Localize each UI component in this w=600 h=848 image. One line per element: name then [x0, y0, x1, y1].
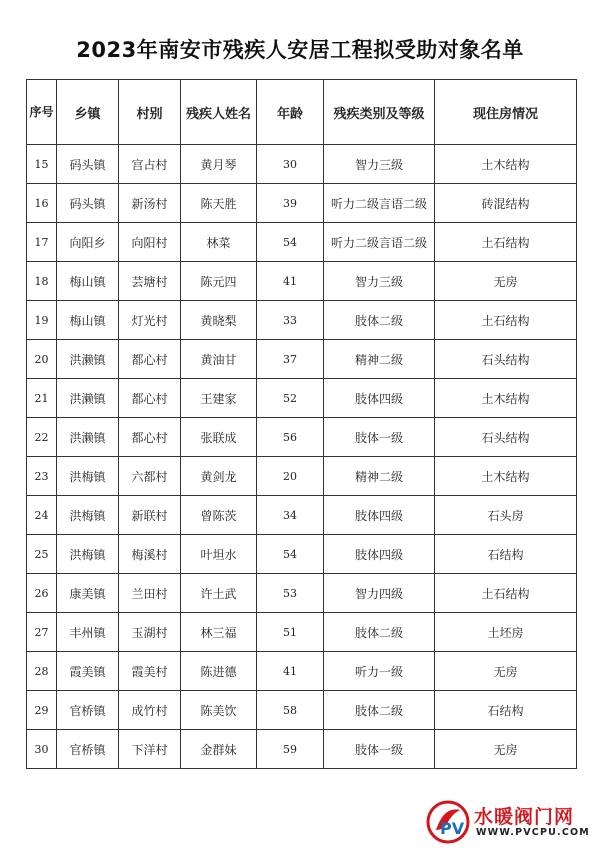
watermark-url: WWW.PVCPU.COM [476, 827, 590, 838]
cell-index: 15 [27, 145, 57, 184]
cell-age: 59 [257, 730, 324, 769]
header-village: 村别 [119, 80, 181, 145]
cell-age: 51 [257, 613, 324, 652]
cell-disability: 听力一级 [324, 652, 435, 691]
cell-name: 曾陈茨 [181, 496, 257, 535]
table-row [27, 340, 577, 379]
header-housing: 现住房情况 [435, 80, 577, 145]
cell-disability: 肢体二级 [324, 613, 435, 652]
cell-town: 洪梅镇 [57, 496, 119, 535]
cell-age: 30 [257, 145, 324, 184]
cell-housing: 土木结构 [435, 457, 577, 496]
table-row [27, 574, 577, 613]
cell-index: 16 [27, 184, 57, 223]
cell-name: 黄晓梨 [181, 301, 257, 340]
cell-village: 向阳村 [119, 223, 181, 262]
cell-housing: 土石结构 [435, 574, 577, 613]
cell-disability: 精神二级 [324, 340, 435, 379]
cell-housing: 石结构 [435, 691, 577, 730]
header-index: 序号 [27, 80, 57, 145]
cell-town: 梅山镇 [57, 262, 119, 301]
cell-index: 17 [27, 223, 57, 262]
cell-disability: 肢体四级 [324, 496, 435, 535]
cell-age: 41 [257, 262, 324, 301]
cell-housing: 土木结构 [435, 379, 577, 418]
cell-name: 许土武 [181, 574, 257, 613]
table-row [27, 262, 577, 301]
cell-age: 20 [257, 457, 324, 496]
cell-village: 六都村 [119, 457, 181, 496]
cell-index: 22 [27, 418, 57, 457]
cell-town: 康美镇 [57, 574, 119, 613]
cell-housing: 土木结构 [435, 145, 577, 184]
site-watermark [426, 800, 596, 844]
cell-name: 林三福 [181, 613, 257, 652]
cell-disability: 精神二级 [324, 457, 435, 496]
cell-disability: 肢体四级 [324, 535, 435, 574]
table-row [27, 184, 577, 223]
cell-index: 27 [27, 613, 57, 652]
cell-index: 30 [27, 730, 57, 769]
cell-name: 陈天胜 [181, 184, 257, 223]
cell-housing: 石头结构 [435, 418, 577, 457]
header-disability: 残疾类别及等级 [324, 80, 435, 145]
cell-town: 官桥镇 [57, 691, 119, 730]
cell-index: 23 [27, 457, 57, 496]
cell-age: 39 [257, 184, 324, 223]
cell-village: 下洋村 [119, 730, 181, 769]
watermark-site-name: 水暖阀门网 [474, 806, 575, 828]
cell-name: 黄油甘 [181, 340, 257, 379]
svg-text:PV: PV [440, 819, 465, 838]
header-town: 乡镇 [57, 80, 119, 145]
cell-index: 26 [27, 574, 57, 613]
cell-town: 官桥镇 [57, 730, 119, 769]
table-row [27, 418, 577, 457]
cell-village: 灯光村 [119, 301, 181, 340]
cell-town: 洪梅镇 [57, 457, 119, 496]
cell-index: 18 [27, 262, 57, 301]
cell-age: 33 [257, 301, 324, 340]
cell-age: 54 [257, 535, 324, 574]
cell-disability: 听力二级言语二级 [324, 184, 435, 223]
table-row [27, 223, 577, 262]
cell-name: 林菜 [181, 223, 257, 262]
table-row [27, 691, 577, 730]
header-name: 残疾人姓名 [181, 80, 257, 145]
cell-index: 25 [27, 535, 57, 574]
table-row [27, 379, 577, 418]
cell-name: 王建家 [181, 379, 257, 418]
cell-town: 洪濑镇 [57, 340, 119, 379]
cell-name: 陈进德 [181, 652, 257, 691]
cell-housing: 石头房 [435, 496, 577, 535]
cell-village: 宫占村 [119, 145, 181, 184]
cell-village: 霞美村 [119, 652, 181, 691]
cell-housing: 土石结构 [435, 301, 577, 340]
cell-age: 41 [257, 652, 324, 691]
cell-town: 洪濑镇 [57, 379, 119, 418]
cell-village: 都心村 [119, 340, 181, 379]
cell-name: 张联成 [181, 418, 257, 457]
cell-name: 黄剑龙 [181, 457, 257, 496]
cell-index: 20 [27, 340, 57, 379]
table-row [27, 496, 577, 535]
cell-index: 29 [27, 691, 57, 730]
table-row [27, 301, 577, 340]
cell-town: 洪梅镇 [57, 535, 119, 574]
cell-age: 58 [257, 691, 324, 730]
cell-village: 兰田村 [119, 574, 181, 613]
cell-name: 黄月琴 [181, 145, 257, 184]
cell-town: 向阳乡 [57, 223, 119, 262]
cell-age: 54 [257, 223, 324, 262]
cell-age: 56 [257, 418, 324, 457]
cell-town: 码头镇 [57, 184, 119, 223]
cell-town: 梅山镇 [57, 301, 119, 340]
cell-housing: 无房 [435, 652, 577, 691]
document-title: 2023年南安市残疾人安居工程拟受助对象名单 [76, 38, 524, 62]
cell-disability: 肢体一级 [324, 418, 435, 457]
table-body [27, 145, 577, 769]
cell-town: 丰州镇 [57, 613, 119, 652]
cell-village: 新汤村 [119, 184, 181, 223]
cell-housing: 无房 [435, 262, 577, 301]
cell-age: 52 [257, 379, 324, 418]
cell-housing: 土石结构 [435, 223, 577, 262]
cell-village: 成竹村 [119, 691, 181, 730]
cell-village: 都心村 [119, 418, 181, 457]
cell-name: 陈美饮 [181, 691, 257, 730]
cell-disability: 肢体二级 [324, 691, 435, 730]
cell-index: 19 [27, 301, 57, 340]
table-header-row [27, 80, 577, 145]
cell-housing: 无房 [435, 730, 577, 769]
cell-name: 陈元四 [181, 262, 257, 301]
cell-village: 芸塘村 [119, 262, 181, 301]
cell-disability: 肢体二级 [324, 301, 435, 340]
cell-disability: 智力三级 [324, 145, 435, 184]
cell-village: 玉湖村 [119, 613, 181, 652]
cell-town: 霞美镇 [57, 652, 119, 691]
cell-age: 37 [257, 340, 324, 379]
cell-housing: 土坯房 [435, 613, 577, 652]
cell-disability: 肢体四级 [324, 379, 435, 418]
cell-name: 金群妹 [181, 730, 257, 769]
cell-housing: 石结构 [435, 535, 577, 574]
cell-age: 34 [257, 496, 324, 535]
cell-disability: 智力三级 [324, 262, 435, 301]
table-row [27, 535, 577, 574]
cell-housing: 砖混结构 [435, 184, 577, 223]
cell-age: 53 [257, 574, 324, 613]
pv-logo-icon [426, 800, 470, 844]
cell-village: 梅溪村 [119, 535, 181, 574]
cell-name: 叶坦水 [181, 535, 257, 574]
cell-town: 码头镇 [57, 145, 119, 184]
cell-town: 洪濑镇 [57, 418, 119, 457]
cell-index: 28 [27, 652, 57, 691]
cell-index: 21 [27, 379, 57, 418]
cell-disability: 肢体一级 [324, 730, 435, 769]
cell-disability: 智力四级 [324, 574, 435, 613]
cell-village: 都心村 [119, 379, 181, 418]
cell-disability: 听力二级言语二级 [324, 223, 435, 262]
header-age: 年龄 [257, 80, 324, 145]
cell-village: 新联村 [119, 496, 181, 535]
table-row [27, 652, 577, 691]
table-row [27, 145, 577, 184]
cell-index: 24 [27, 496, 57, 535]
cell-housing: 石头结构 [435, 340, 577, 379]
table-row [27, 730, 577, 769]
beneficiary-table [26, 79, 577, 769]
table-row [27, 457, 577, 496]
table-row [27, 613, 577, 652]
